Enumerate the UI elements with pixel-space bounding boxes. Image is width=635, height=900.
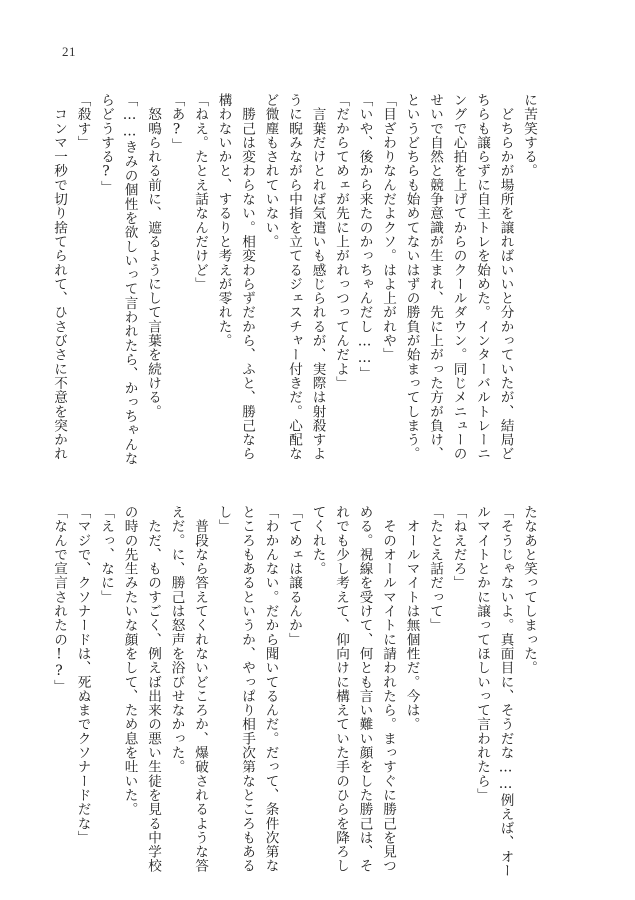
text-line: そのオールマイトに請われたら。まっすぐに勝己を見つ: [380, 505, 396, 873]
text-line: というどちらも始めてないはずの勝負が始まってしまう。: [403, 93, 420, 461]
text-line: らどうする?」: [98, 93, 114, 195]
text-line: 「マジで、クソナードは、死ぬまでクソナードだな」: [74, 505, 91, 845]
text-line: オールマイトは無個性だ。今は。: [403, 505, 420, 732]
text-line: せいで自然と競争意識が生まれ、先に上がった方が負け、: [427, 93, 443, 461]
text-line: める。視線を受けて、何とも言い難い顔をした勝己は、そ: [356, 505, 373, 873]
text-line: どちらかが場所を譲ればいいと分かっていたが、結局ど: [497, 93, 514, 461]
text-line: うに睨みながら中指を立てるジェスチャー付きだ。心配な: [286, 93, 302, 461]
text-line: 「あ?」: [168, 93, 185, 152]
text-line: し」: [215, 505, 232, 534]
text-line: れでも少し考えて、仰向けに構えていた手のひらを降ろし: [333, 505, 349, 873]
text-line: 「だからてめェが先に上がれっつってんだよ」: [333, 93, 349, 391]
text-line: 「えっ、なに」: [98, 505, 114, 605]
text-block-bottom: [51, 505, 540, 878]
page-number: 21: [62, 44, 76, 59]
text-line: コンマ一秒で切り捨てられて、ひさびさに不意を突かれ: [51, 93, 67, 461]
text-line: ちらも譲らずに自主トレを始めた。インターバルトレーニ: [474, 93, 490, 461]
text-line: 普段なら答えてくれないどころか、爆破されるような答: [192, 505, 208, 873]
text-line: 「なんで宣言されたの!?」: [51, 505, 67, 694]
text-line: えだ。に、勝己は怒声を浴びせなかった。: [168, 505, 185, 774]
text-line: ど微塵もされていない。: [262, 93, 279, 249]
text-line: ところもあるというか、やっぱり相手次第なところもある: [239, 505, 255, 873]
text-line: 怒鳴られる前に、遮るようにして言葉を続ける。: [145, 93, 161, 419]
text-line: 言葉だけとれば気遣いも感じられるが、実際は射殺すよ: [309, 93, 326, 461]
text-line: ただ、ものすごく、例えば出来の悪い生徒を見る中学校: [145, 505, 161, 873]
text-line: 「わかんない。だから聞いてるんだ。だって、条件次第な: [262, 505, 279, 873]
text-line: 「たとえ話だって」: [427, 505, 443, 633]
text-line: の時の先生みたいな顔をして、ため息を吐いた。: [121, 505, 138, 817]
text-line: ルマイトとかに譲ってほしいって言われたら」: [474, 505, 490, 803]
text-line: てくれた。: [309, 505, 326, 576]
text-block-top: [51, 93, 540, 466]
text-line: に苦笑する。: [521, 93, 537, 178]
text-line: 「目ざわりなんだよクソ。はよ上がれや」: [380, 93, 396, 362]
text-line: たなあと笑ってしまった。: [521, 505, 537, 675]
text-line: 勝己は変わらない。相変わらずだから、ふと、勝己なら: [239, 93, 255, 461]
text-line: 「……きみの個性を欲しいって言われたら、かっちゃんな: [121, 93, 138, 466]
text-line: 「てめェは譲るんか」: [286, 505, 302, 647]
text-line: 構わないかと、するりと考えが零れた。: [215, 93, 232, 348]
text-line: 「ねえだろ」: [450, 505, 467, 590]
text-line: 「そうじゃないよ。真面目に、そうだな……例えば、オー: [497, 505, 514, 878]
text-line: 「ねえ。たとえ話なんだけど」: [192, 93, 208, 292]
text-line: 「殺す」: [74, 93, 91, 150]
text-line: 「いや、後から来たのかっちゃんだし……」: [356, 93, 373, 381]
text-line: ングで心拍を上げてからのクールダウン。同じメニューの: [450, 93, 467, 461]
